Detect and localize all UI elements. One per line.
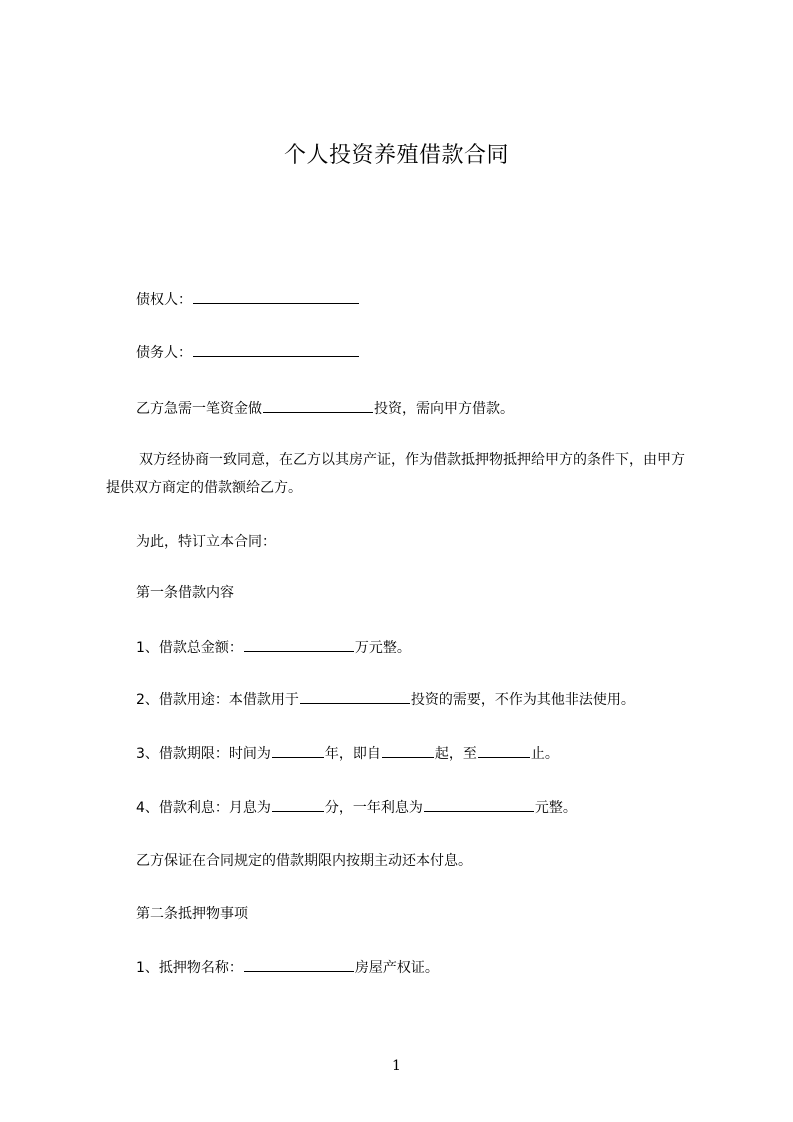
- item-2-1-suffix: 房屋产权证。: [354, 960, 439, 976]
- article-1-item-3: [136, 744, 559, 764]
- monthly-interest-blank: [272, 799, 324, 812]
- item-1-4-suffix: 元整。: [534, 800, 577, 816]
- creditor-label: 债权人：: [136, 292, 192, 308]
- agreement-paragraph: [106, 446, 696, 502]
- annual-interest-blank: [424, 799, 534, 812]
- item-1-3-mid1: 年，即自: [324, 746, 381, 762]
- agreement-text: 双方经协商一致同意，在乙方以其房产证，作为借款抵押物抵押给甲方的条件下，由甲方提供双方商定的借款额给乙方。: [106, 452, 685, 496]
- collateral-name-blank: [244, 959, 354, 972]
- document-title: 个人投资养殖借款合同: [283, 143, 509, 168]
- article-1-item-2: [136, 690, 635, 710]
- item-1-3-suffix: 止。: [530, 746, 559, 762]
- creditor-blank: [193, 291, 359, 304]
- page-number: 1: [392, 1058, 401, 1074]
- article-1-heading: 第一条借款内容: [136, 585, 234, 601]
- loan-purpose-blank: [300, 691, 410, 704]
- loan-end-blank: [478, 745, 530, 758]
- funds-prefix: 乙方急需一笔资金做: [136, 401, 262, 417]
- item-1-4-prefix: 4、借款利息：月息为: [136, 800, 271, 816]
- item-2-1-prefix: 1、抵押物名称：: [136, 960, 243, 976]
- guarantee-paragraph: 乙方保证在合同规定的借款期限内按期主动还本付息。: [136, 853, 472, 869]
- loan-start-blank: [382, 745, 434, 758]
- creditor-line: [136, 290, 360, 310]
- therefore-paragraph: 为此，特订立本合同：: [136, 534, 276, 550]
- article-2-heading: 第二条抵押物事项: [136, 906, 248, 922]
- funds-suffix: 投资，需向甲方借款。: [374, 401, 514, 417]
- funds-paragraph: [136, 399, 514, 419]
- item-1-4-mid: 分，一年利息为: [324, 800, 423, 816]
- loan-amount-blank: [244, 639, 354, 652]
- item-1-1-prefix: 1、借款总金额：: [136, 640, 243, 656]
- item-1-2-prefix: 2、借款用途：本借款用于: [136, 692, 299, 708]
- article-1-item-1: [136, 638, 411, 658]
- article-1-item-4: [136, 798, 577, 818]
- debtor-blank: [193, 344, 359, 357]
- item-1-2-suffix: 投资的需要，不作为其他非法使用。: [410, 692, 635, 708]
- item-1-3-prefix: 3、借款期限：时间为: [136, 746, 271, 762]
- item-1-1-suffix: 万元整。: [354, 640, 411, 656]
- article-2-item-1: [136, 958, 439, 978]
- debtor-label: 债务人：: [136, 345, 192, 361]
- funds-blank: [263, 400, 373, 413]
- loan-term-years-blank: [272, 745, 324, 758]
- item-1-3-mid2: 起，至: [434, 746, 477, 762]
- debtor-line: [136, 343, 360, 363]
